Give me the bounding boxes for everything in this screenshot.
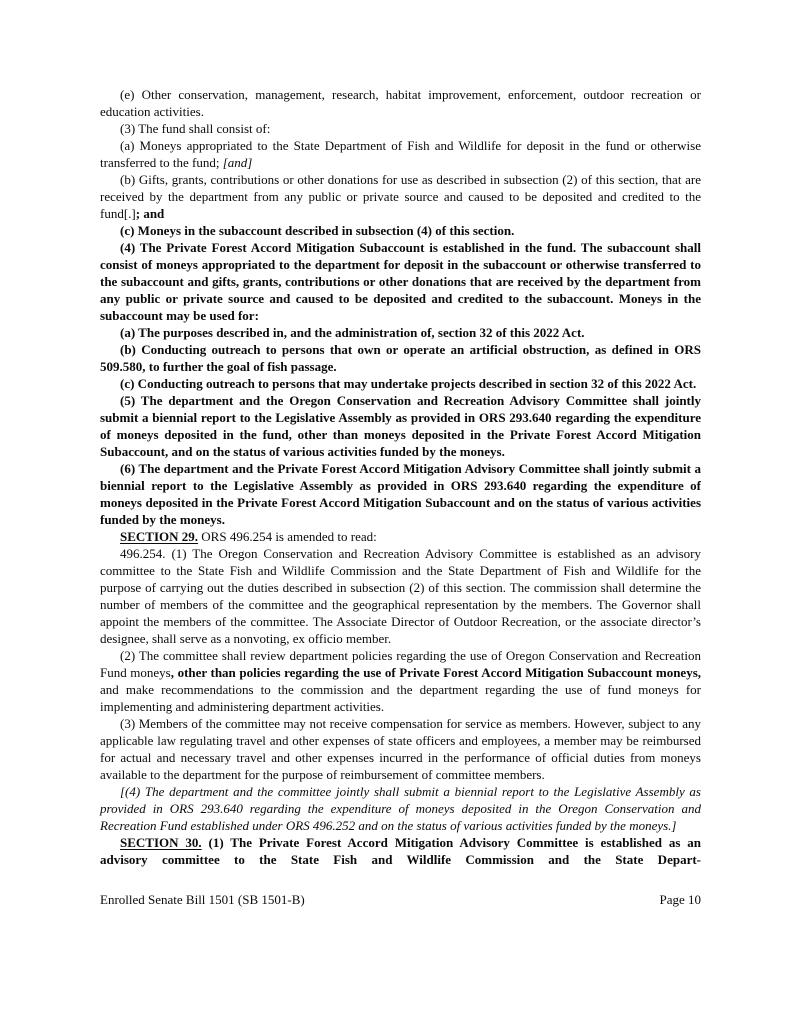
added-text-segment: (c) Moneys in the subaccount described in subsection (4) of this section. bbox=[120, 223, 515, 238]
added-text-segment: (c) Conducting outreach to persons that may undertake projects described in section 32 of this 2022 Act. bbox=[120, 376, 697, 391]
page-footer bbox=[100, 891, 701, 908]
text-segment: (3) The fund shall consist of: bbox=[120, 121, 271, 136]
section-29-heading bbox=[100, 528, 701, 545]
para-496-254-2 bbox=[100, 647, 701, 715]
text-segment: (2) The committee shall review department policies regarding the use of Oregon Conservation and Recreation Fund moneys bbox=[100, 648, 701, 680]
para-4c bbox=[100, 375, 701, 392]
para-3 bbox=[100, 120, 701, 137]
text-segment: 496.254. (1) The Oregon Conservation and Recreation Advisory Committee is established as an advisory committee to the State Fish and Wildlife Commission and the State Department of Fish and Wildlife for the purpose of carrying out the duties described in subsection (2) of this section. The commission shall determine the number of members of the committee and the geographical representation by the members. The Governor shall appoint the members of the committee. The Associate Director of Outdoor Recreation, or the associate director’s designee, shall serve as a nonvoting, ex officio member. bbox=[100, 546, 701, 646]
added-text-segment: (b) Conducting outreach to persons that own or operate an artificial obstruction, as defined in ORS 509.580, to further the goal of fish passage. bbox=[100, 342, 701, 374]
text-segment: (e) Other conservation, management, research, habitat improvement, enforcement, outdoor recreation or education activities. bbox=[100, 87, 701, 119]
para-4 bbox=[100, 239, 701, 324]
text-segment: (3) Members of the committee may not receive compensation for service as members. However, subject to any applicable law regulating travel and other expenses of state officers and employees, a member may be reimbursed for actual and necessary travel and other expenses incurred in the performance of official duties from moneys available to the department for the purpose of reimbursement of committee members. bbox=[100, 716, 701, 782]
added-text-segment: (a) The purposes described in, and the administration of, section 32 of this 2022 Act. bbox=[120, 325, 585, 340]
para-2e bbox=[100, 86, 701, 120]
deleted-text-segment: [and] bbox=[222, 155, 253, 170]
added-text-segment: (1) The Private Forest Accord Mitigation Advisory Committee is established as an advisory committee to the State Fish and Wildlife Commission and the State Depart- bbox=[100, 835, 701, 867]
text-segment: and make recommendations to the commission and the department regarding the use of fund moneys for implementing and administering department activities. bbox=[100, 682, 701, 714]
added-text-segment: (6) The department and the Private Forest Accord Mitigation Advisory Committee shall jointly submit a biennial report to the Legislative Assembly as provided in ORS 293.640 regarding the expenditure of moneys deposited in the Private Forest Accord Mitigation Subaccount and on the status of various activities funded by the moneys. bbox=[100, 461, 701, 527]
added-text-segment: , other than policies regarding the use of Private Forest Accord Mitigation Subaccount moneys, bbox=[170, 665, 701, 680]
added-text-segment: (4) The Private Forest Accord Mitigation Subaccount is established in the fund. The subaccount shall consist of moneys appropriated to the department for deposit in the subaccount or otherwise transferred to the subaccount and gifts, grants, contributions or other donations that are received by the department from any public or private source and caused to be deposited and credited to the subaccount. Moneys in the subaccount may be used for: bbox=[100, 240, 701, 323]
para-4b bbox=[100, 341, 701, 375]
text-segment: (b) Gifts, grants, contributions or other donations for use as described in subsection (2) of this section, that are received by the department from any public or private source and caused to be deposited and credited to the fund[.] bbox=[100, 172, 701, 221]
added-text-segment: (5) The department and the Oregon Conservation and Recreation Advisory Committee shall jointly submit a biennial report to the Legislative Assembly as provided in ORS 293.640 regarding the expenditure of moneys deposited in the fund, other than moneys deposited in the Private Forest Accord Mitigation Subaccount, and on the status of various activities funded by the moneys. bbox=[100, 393, 701, 459]
para-3b bbox=[100, 171, 701, 222]
section-30-heading bbox=[100, 834, 701, 868]
text-segment: (a) Moneys appropriated to the State Department of Fish and Wildlife for deposit in the fund or otherwise transferred to the fund; bbox=[100, 138, 701, 170]
para-6 bbox=[100, 460, 701, 528]
added-text-segment: ; and bbox=[135, 206, 165, 221]
para-4a bbox=[100, 324, 701, 341]
bill-text-body bbox=[100, 86, 701, 868]
para-5 bbox=[100, 392, 701, 460]
para-496-254-1 bbox=[100, 545, 701, 647]
footer-page-number: Page 10 bbox=[659, 892, 701, 907]
para-496-254-3 bbox=[100, 715, 701, 783]
para-496-254-4-deleted bbox=[100, 783, 701, 834]
text-segment: ORS 496.254 is amended to read: bbox=[198, 529, 377, 544]
deleted-text-segment: [(4) The department and the committee jointly shall submit a biennial report to the Legislative Assembly as provided in ORS 293.640 regarding the expenditure of moneys deposited in the Oregon Conservation and Recreation Fund established under ORS 496.252 and on the status of various activities funded by the moneys.] bbox=[100, 784, 701, 833]
section-number-label: SECTION 29. bbox=[120, 529, 199, 544]
para-3a bbox=[100, 137, 701, 171]
footer-bill-title: Enrolled Senate Bill 1501 (SB 1501-B) bbox=[100, 892, 305, 907]
section-number-label: SECTION 30. bbox=[120, 835, 202, 850]
para-3c bbox=[100, 222, 701, 239]
